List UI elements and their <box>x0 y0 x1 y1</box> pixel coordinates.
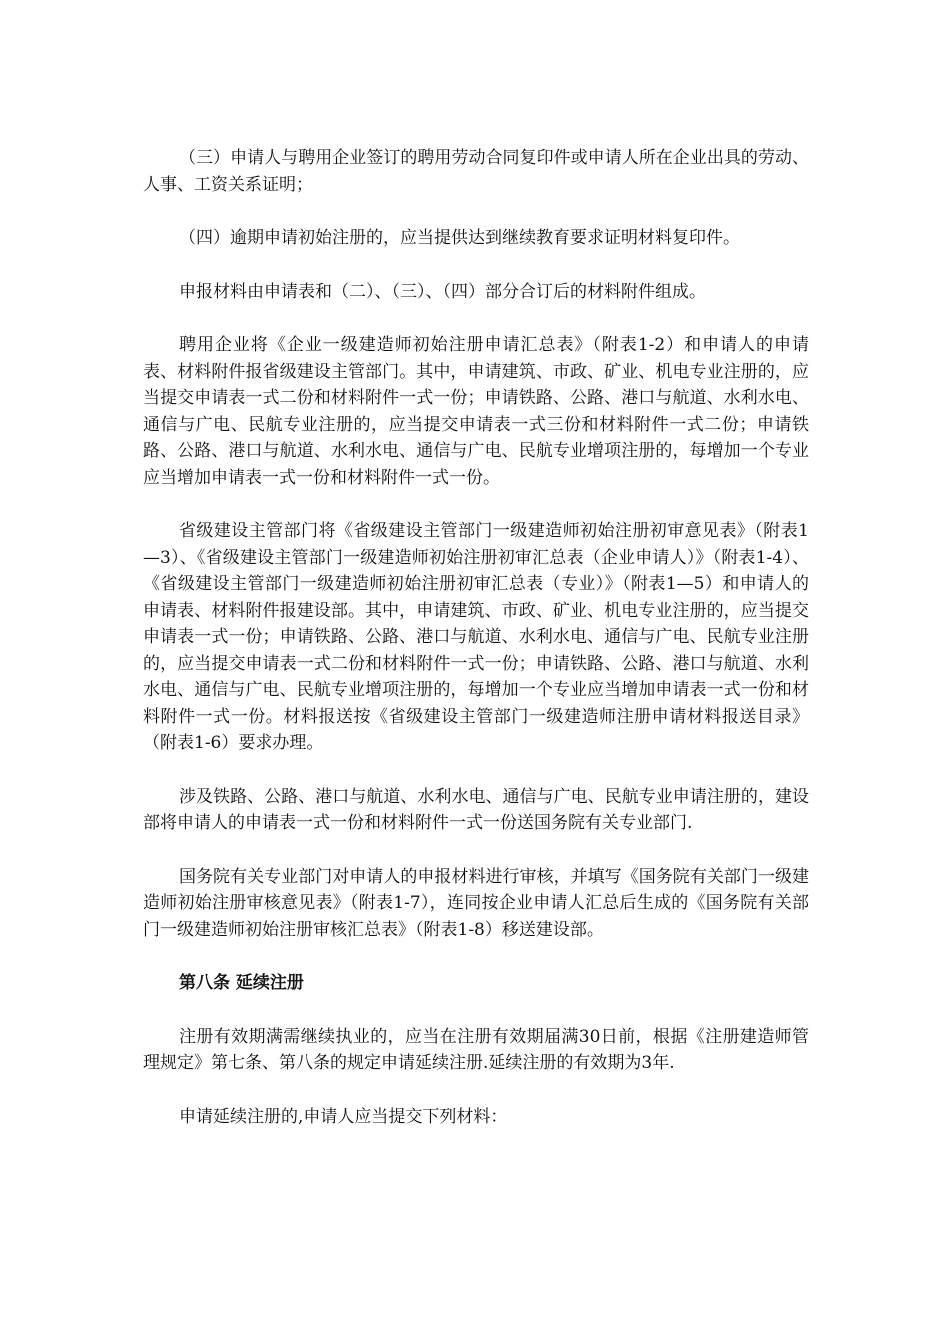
paragraph-renewal-materials: 申请延续注册的,申请人应当提交下列材料： <box>179 1106 508 1127</box>
paragraph-item-3: （三）申请人与聘用企业签订的聘用劳动合同复印件或申请人所在企业出具的劳动、人事、工资关系证明； <box>143 148 809 195</box>
article-heading: 第八条 延续注册 <box>179 973 304 993</box>
paragraph-materials-composition: 申报材料由申请表和（二）、（三）、（四）部分合订后的材料附件组成。 <box>179 281 706 302</box>
paragraph-employer-submission: 聘用企业将《企业一级建造师初始注册申请汇总表》（附表1-2）和申请人的申请表、材料附件报省级建设主管部门。其中，申请建筑、市政、矿业、机电专业注册的，应当提交申请表一式二份和材料附件一式一份；申请铁路、公路、港口与航道、水利水电、通信与广电、民航专业注册的，应当提交申请表一式三份和材料附件一式二份；申请铁路、公路、港口与航道、水利水电、通信与广电、民航专业增项注册的，每增加一个专业应当增加申请表一式一份和材料附件一式一份。 <box>143 335 809 488</box>
document-page <box>143 145 809 1157</box>
paragraph-item-4: （四）逾期申请初始注册的，应当提供达到继续教育要求证明材料复印件。 <box>179 228 740 248</box>
paragraph-ministry-forwarding: 涉及铁路、公路、港口与航道、水利水电、通信与广电、民航专业申请注册的，建设部将申请人的申请表一式一份和材料附件一式一份送国务院有关专业部门. <box>143 786 809 833</box>
paragraph-state-council-review: 国务院有关专业部门对申请人的申报材料进行审核，并填写《国务院有关部门一级建造师初始注册审核意见表》（附表1-7），连同按企业申请人汇总后生成的《国务院有关部门一级建造师初始注册审核汇总表》（附表1-8）移送建设部。 <box>143 866 809 940</box>
paragraph-renewal-validity: 注册有效期满需继续执业的，应当在注册有效期届满30日前，根据《注册建造师管理规定》第七条、第八条的规定申请延续注册.延续注册的有效期为3年. <box>143 1026 809 1073</box>
paragraph-provincial-submission: 省级建设主管部门将《省级建设主管部门一级建造师初始注册初审意见表》（附表1—3）、《省级建设主管部门一级建造师初始注册初审汇总表（企业申请人）》（附表1-4）、《省级建设主管部门一级建造师初始注册初审汇总表（专业）》（附表1—5）和申请人的申请表、材料附件报建设部。其中，申请建筑、市政、矿业、机电专业注册的，应当提交申请表一式一份；申请铁路、公路、港口与航道、水利水电、通信与广电、民航专业注册的，应当提交申请表一式二份和材料附件一式一份；申请铁路、公路、港口与航道、水利水电、通信与广电、民航专业增项注册的，每增加一个专业应当增加申请表一式一份和材料附件一式一份。材料报送按《省级建设主管部门一级建造师注册申请材料报送目录》（附表1-6）要求办理。 <box>143 521 809 753</box>
